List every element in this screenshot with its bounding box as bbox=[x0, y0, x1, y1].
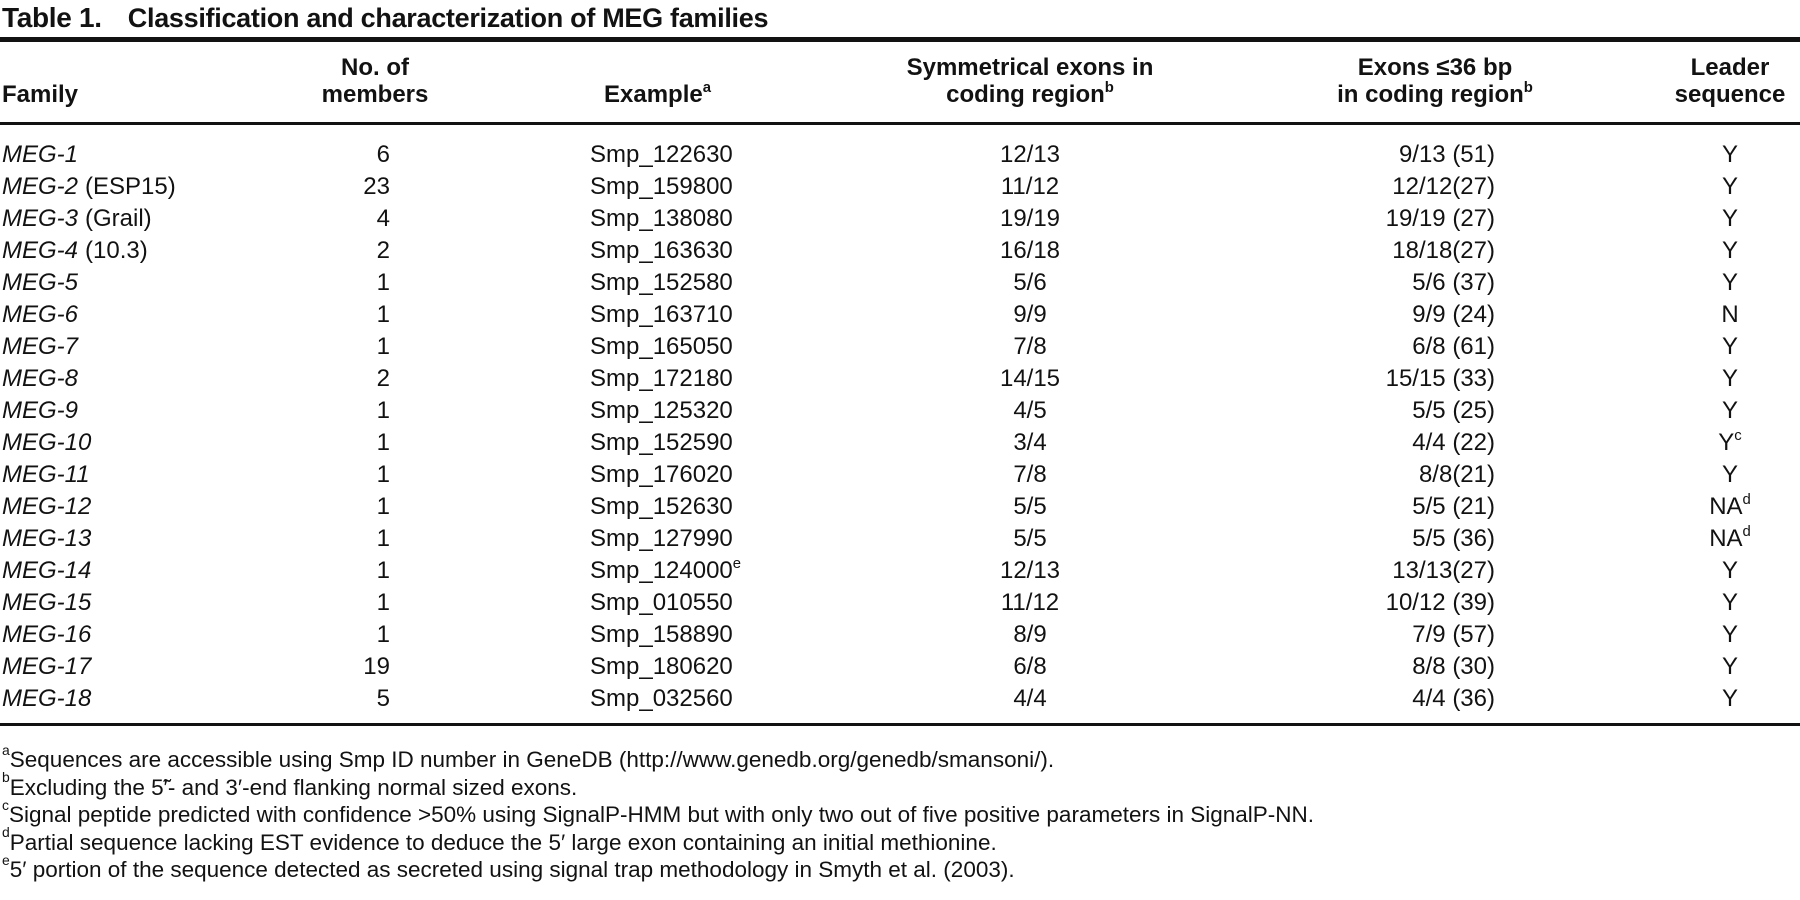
example-cell bbox=[465, 491, 850, 523]
leader-sup: d bbox=[1742, 524, 1751, 540]
example-id: Smp_152590 bbox=[590, 429, 733, 456]
example-cell bbox=[465, 619, 850, 651]
family-name: MEG-15 bbox=[2, 589, 92, 616]
leader-sequence-cell bbox=[1660, 651, 1800, 683]
family-note: (ESP15) bbox=[85, 173, 176, 200]
small-exons-cell: 7/9 (57) bbox=[1412, 621, 1495, 648]
example-id: Smp_122630 bbox=[590, 141, 733, 168]
small-exons-cell: 4/4 (22) bbox=[1412, 429, 1495, 456]
small-exons-cell: 5/5 (36) bbox=[1412, 525, 1495, 552]
symmetrical-exons-cell: 7/8 bbox=[1013, 461, 1047, 488]
example-id: Smp_032560 bbox=[590, 685, 733, 712]
example-cell bbox=[465, 427, 850, 459]
footnote bbox=[2, 824, 1800, 857]
leader-sequence-cell bbox=[1660, 459, 1800, 491]
example-id: Smp_138080 bbox=[590, 205, 733, 232]
small-exons-cell: 6/8 (61) bbox=[1412, 333, 1495, 360]
leader-sequence-cell bbox=[1660, 299, 1800, 331]
example-cell bbox=[465, 171, 850, 203]
column-header-sup: b bbox=[1104, 80, 1114, 96]
family-name: MEG-6 bbox=[2, 301, 79, 328]
small-exons-cell: 5/5 (25) bbox=[1412, 397, 1495, 424]
column-header-line2: members bbox=[321, 81, 429, 108]
family-cell bbox=[0, 555, 285, 587]
family-name: MEG-2 bbox=[2, 173, 79, 200]
family-name: MEG-17 bbox=[2, 653, 92, 680]
column-header-line1: Symmetrical exons in bbox=[906, 54, 1154, 81]
footnote-text: Partial sequence lacking EST evidence to deduce the 5′ large exon containing an initial methionine. bbox=[9, 829, 997, 855]
family-name: MEG-13 bbox=[2, 525, 92, 552]
members-cell: 1 bbox=[376, 589, 390, 616]
leader-value: Y bbox=[1721, 685, 1738, 712]
members-cell: 1 bbox=[376, 301, 390, 328]
members-cell: 4 bbox=[376, 205, 390, 232]
table-row bbox=[0, 523, 1800, 555]
members-cell: 1 bbox=[376, 461, 390, 488]
symmetrical-exons-cell: 3/4 bbox=[1013, 429, 1047, 456]
example-cell bbox=[465, 555, 850, 587]
family-cell bbox=[0, 491, 285, 523]
symmetrical-exons-cell: 9/9 bbox=[1013, 301, 1047, 328]
example-cell bbox=[465, 267, 850, 299]
family-name: MEG-10 bbox=[2, 429, 92, 456]
leader-value: Y bbox=[1721, 397, 1738, 424]
family-cell bbox=[0, 139, 285, 171]
small-exons-cell: 9/13 (51) bbox=[1398, 141, 1495, 168]
table-row bbox=[0, 171, 1800, 203]
example-cell bbox=[465, 683, 850, 715]
example-id: Smp_163630 bbox=[590, 237, 733, 264]
members-cell: 1 bbox=[376, 525, 390, 552]
leader-sup: c bbox=[1734, 428, 1742, 444]
family-cell bbox=[0, 427, 285, 459]
example-id: Smp_124000 bbox=[590, 557, 733, 584]
column-header-family bbox=[0, 81, 285, 108]
family-name: MEG-16 bbox=[2, 621, 92, 648]
footnote bbox=[2, 769, 1800, 802]
example-id: Smp_152630 bbox=[590, 493, 733, 520]
family-cell bbox=[0, 587, 285, 619]
small-exons-cell: 9/9 (24) bbox=[1412, 301, 1495, 328]
family-name: MEG-5 bbox=[2, 269, 79, 296]
members-cell: 1 bbox=[376, 269, 390, 296]
leader-value: Y bbox=[1718, 429, 1735, 456]
small-exons-cell: 10/12 (39) bbox=[1385, 589, 1495, 616]
leader-sequence-cell bbox=[1660, 587, 1800, 619]
table-body bbox=[0, 125, 1800, 723]
family-name: MEG-3 bbox=[2, 205, 79, 232]
symmetrical-exons-cell: 5/6 bbox=[1013, 269, 1047, 296]
footnote bbox=[2, 851, 1800, 884]
example-id: Smp_010550 bbox=[590, 589, 733, 616]
family-cell bbox=[0, 459, 285, 491]
column-header-leader bbox=[1660, 54, 1800, 108]
family-name: MEG-14 bbox=[2, 557, 92, 584]
table-row bbox=[0, 267, 1800, 299]
family-cell bbox=[0, 683, 285, 715]
leader-sequence-cell bbox=[1660, 363, 1800, 395]
column-header-example bbox=[465, 81, 850, 108]
symmetrical-exons-cell: 5/5 bbox=[1013, 493, 1047, 520]
table-row bbox=[0, 427, 1800, 459]
example-cell bbox=[465, 139, 850, 171]
example-id: Smp_152580 bbox=[590, 269, 733, 296]
footnote-text: Excluding the 5̃′- and 3′-end flanking normal sized exons. bbox=[9, 774, 578, 800]
family-name: MEG-9 bbox=[2, 397, 79, 424]
table-row bbox=[0, 683, 1800, 715]
family-name: MEG-12 bbox=[2, 493, 92, 520]
leader-value: Y bbox=[1721, 205, 1738, 232]
small-exons-cell: 8/8 (30) bbox=[1412, 653, 1495, 680]
family-name: MEG-18 bbox=[2, 685, 92, 712]
symmetrical-exons-cell: 6/8 bbox=[1013, 653, 1047, 680]
symmetrical-exons-cell: 11/12 bbox=[1000, 173, 1060, 200]
family-cell bbox=[0, 651, 285, 683]
footnote-text: 5′ portion of the sequence detected as secreted using signal trap methodology in Smyth et al. (2003). bbox=[9, 857, 1015, 882]
table-caption: Classification and characterization of MEG families bbox=[127, 3, 769, 33]
table-row bbox=[0, 459, 1800, 491]
footnote-sup: a bbox=[2, 741, 10, 758]
example-id: Smp_159800 bbox=[590, 173, 733, 200]
footnote bbox=[2, 741, 1800, 774]
leader-value: Y bbox=[1721, 461, 1738, 488]
family-cell bbox=[0, 523, 285, 555]
table-row bbox=[0, 139, 1800, 171]
leader-value: Y bbox=[1721, 269, 1738, 296]
members-cell: 1 bbox=[376, 621, 390, 648]
members-cell: 1 bbox=[376, 429, 390, 456]
leader-sequence-cell bbox=[1660, 267, 1800, 299]
table-row bbox=[0, 651, 1800, 683]
symmetrical-exons-cell: 19/19 bbox=[999, 205, 1061, 232]
small-exons-cell: 18/18(27) bbox=[1392, 237, 1495, 264]
leader-sequence-cell bbox=[1660, 683, 1800, 715]
symmetrical-exons-cell: 5/5 bbox=[1013, 525, 1047, 552]
leader-value: Y bbox=[1721, 589, 1738, 616]
footnotes bbox=[0, 741, 1800, 884]
small-exons-cell: 12/12(27) bbox=[1392, 173, 1495, 200]
example-id: Smp_158890 bbox=[590, 621, 733, 648]
members-cell: 23 bbox=[363, 173, 390, 200]
symmetrical-exons-cell: 16/18 bbox=[999, 237, 1061, 264]
symmetrical-exons-cell: 12/13 bbox=[999, 141, 1061, 168]
leader-sequence-cell bbox=[1660, 235, 1800, 267]
family-cell bbox=[0, 235, 285, 267]
column-header-line2: sequence bbox=[1674, 81, 1786, 108]
footnote-sup: d bbox=[2, 824, 10, 840]
column-header-line1: No. of bbox=[341, 54, 409, 81]
table-row bbox=[0, 203, 1800, 235]
leader-sequence-cell bbox=[1660, 171, 1800, 203]
column-header-members bbox=[285, 54, 465, 108]
symmetrical-exons-cell: 11/12 bbox=[1000, 589, 1060, 616]
bottom-rule bbox=[0, 723, 1800, 726]
symmetrical-exons-cell: 8/9 bbox=[1013, 621, 1047, 648]
leader-value: Y bbox=[1721, 237, 1738, 264]
leader-value: NA bbox=[1709, 493, 1743, 520]
members-cell: 1 bbox=[376, 557, 390, 584]
family-cell bbox=[0, 171, 285, 203]
table-row bbox=[0, 491, 1800, 523]
leader-sequence-cell bbox=[1660, 619, 1800, 651]
family-cell bbox=[0, 331, 285, 363]
members-cell: 1 bbox=[376, 333, 390, 360]
table-header-row bbox=[0, 42, 1800, 122]
small-exons-cell: 13/13(27) bbox=[1392, 557, 1495, 584]
column-header-line2: in coding region$^b$ bbox=[1337, 80, 1533, 108]
members-cell: 6 bbox=[376, 141, 390, 168]
footnote-sup: e bbox=[2, 851, 10, 868]
symmetrical-exons-cell: 7/8 bbox=[1013, 333, 1047, 360]
small-exons-cell: 5/6 (37) bbox=[1412, 269, 1495, 296]
footnote-text: Sequences are accessible using Smp ID number in GeneDB (http://www.genedb.org/genedb/smansoni/). bbox=[9, 747, 1055, 772]
symmetrical-exons-cell: 12/13 bbox=[999, 557, 1061, 584]
column-header-line1: Family bbox=[2, 81, 79, 108]
column-header-symmetrical bbox=[850, 54, 1210, 108]
small-exons-cell: 15/15 (33) bbox=[1385, 365, 1495, 392]
example-cell bbox=[465, 331, 850, 363]
table-row bbox=[0, 619, 1800, 651]
members-cell: 1 bbox=[376, 397, 390, 424]
family-cell bbox=[0, 267, 285, 299]
leader-sequence-cell bbox=[1660, 555, 1800, 587]
members-cell: 2 bbox=[376, 365, 390, 392]
footnote-sup: c bbox=[2, 796, 9, 813]
example-cell bbox=[465, 395, 850, 427]
table-row bbox=[0, 587, 1800, 619]
example-cell bbox=[465, 587, 850, 619]
example-id: Smp_127990 bbox=[590, 525, 733, 552]
leader-sequence-cell bbox=[1660, 427, 1800, 459]
table-row bbox=[0, 235, 1800, 267]
table-row bbox=[0, 363, 1800, 395]
family-note: (Grail) bbox=[85, 205, 152, 232]
family-cell bbox=[0, 299, 285, 331]
column-header-sup: b bbox=[1523, 80, 1533, 96]
footnote-sup: b bbox=[2, 769, 10, 785]
footnote bbox=[2, 796, 1800, 829]
leader-value: Y bbox=[1721, 365, 1738, 392]
example-cell bbox=[465, 651, 850, 683]
example-id: Smp_163710 bbox=[590, 301, 733, 328]
family-name: MEG-11 bbox=[2, 461, 90, 488]
example-id: Smp_176020 bbox=[590, 461, 733, 488]
table-row bbox=[0, 299, 1800, 331]
example-cell bbox=[465, 203, 850, 235]
members-cell: 1 bbox=[376, 493, 390, 520]
family-note: (10.3) bbox=[85, 237, 148, 264]
family-cell bbox=[0, 203, 285, 235]
leader-sequence-cell bbox=[1660, 395, 1800, 427]
example-id: Smp_165050 bbox=[590, 333, 733, 360]
example-cell bbox=[465, 235, 850, 267]
column-header-sup: a bbox=[702, 80, 711, 96]
column-header-line2: coding region$^b$ bbox=[946, 80, 1114, 108]
family-cell bbox=[0, 619, 285, 651]
leader-sup: d bbox=[1742, 492, 1751, 508]
small-exons-cell: 4/4 (36) bbox=[1412, 685, 1495, 712]
small-exons-cell: 19/19 (27) bbox=[1385, 205, 1495, 232]
table-row bbox=[0, 395, 1800, 427]
table-row bbox=[0, 555, 1800, 587]
column-header-small-exons bbox=[1210, 54, 1660, 108]
leader-value: Y bbox=[1721, 557, 1738, 584]
table-title bbox=[0, 2, 1800, 34]
symmetrical-exons-cell: 14/15 bbox=[999, 365, 1061, 392]
leader-value: Y bbox=[1721, 173, 1738, 200]
leader-value: NA bbox=[1709, 525, 1743, 552]
family-cell bbox=[0, 363, 285, 395]
leader-sequence-cell bbox=[1660, 491, 1800, 523]
column-header-line1: Leader bbox=[1690, 54, 1770, 81]
example-id: Smp_172180 bbox=[590, 365, 733, 392]
leader-value: Y bbox=[1721, 141, 1738, 168]
leader-value: N bbox=[1721, 301, 1739, 328]
leader-sequence-cell bbox=[1660, 203, 1800, 235]
table-row bbox=[0, 331, 1800, 363]
example-cell bbox=[465, 363, 850, 395]
symmetrical-exons-cell: 4/4 bbox=[1013, 685, 1047, 712]
family-cell bbox=[0, 395, 285, 427]
family-name: MEG-4 bbox=[2, 237, 79, 264]
family-name: MEG-7 bbox=[2, 333, 79, 360]
example-id: Smp_125320 bbox=[590, 397, 733, 424]
members-cell: 5 bbox=[376, 685, 390, 712]
family-name: MEG-8 bbox=[2, 365, 79, 392]
example-sup: e bbox=[732, 556, 742, 572]
example-id: Smp_180620 bbox=[590, 653, 733, 680]
leader-value: Y bbox=[1721, 621, 1738, 648]
table-number-label: Table 1. bbox=[2, 2, 102, 33]
example-cell bbox=[465, 523, 850, 555]
small-exons-cell: 8/8(21) bbox=[1418, 461, 1495, 488]
column-header-line1: Exons ≤36 bp bbox=[1357, 54, 1513, 81]
members-cell: 2 bbox=[376, 237, 390, 264]
leader-sequence-cell bbox=[1660, 331, 1800, 363]
example-cell bbox=[465, 459, 850, 491]
family-name: MEG-1 bbox=[2, 141, 79, 168]
small-exons-cell: 5/5 (21) bbox=[1412, 493, 1495, 520]
leader-sequence-cell bbox=[1660, 139, 1800, 171]
leader-value: Y bbox=[1721, 333, 1738, 360]
leader-value: Y bbox=[1721, 653, 1738, 680]
column-header-line1: Example$^a$ bbox=[604, 80, 711, 108]
members-cell: 19 bbox=[363, 653, 390, 680]
leader-sequence-cell bbox=[1660, 523, 1800, 555]
example-cell bbox=[465, 299, 850, 331]
footnote-text: Signal peptide predicted with confidence >50% using SignalP-HMM but with only two out of five positive parameters in SignalP-NN. bbox=[8, 802, 1315, 827]
symmetrical-exons-cell: 4/5 bbox=[1013, 397, 1047, 424]
